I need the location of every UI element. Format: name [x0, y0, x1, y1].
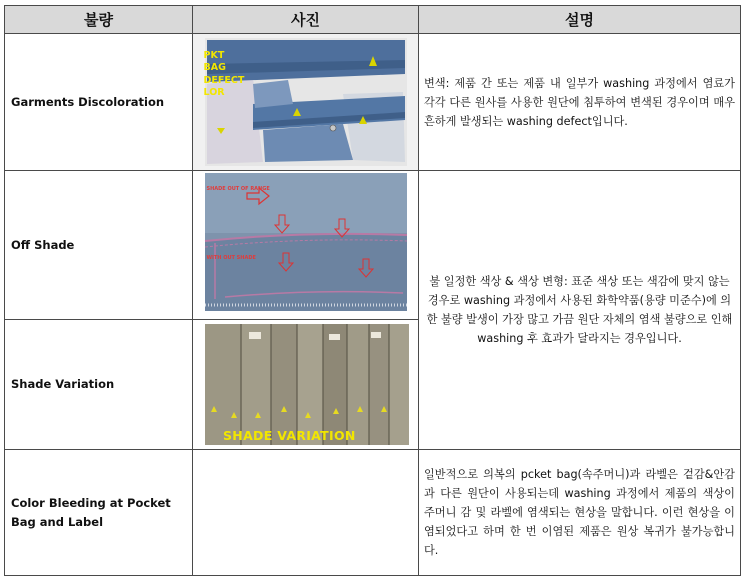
defect-table	[4, 5, 741, 576]
defect-name: Shade Variation	[5, 320, 193, 450]
defect-name: Off Shade	[5, 171, 193, 320]
header-photo: 사진	[193, 6, 419, 34]
photo-overlay-text: SHADE OUT OF RANGE	[206, 185, 270, 192]
photo-cell	[193, 171, 419, 320]
table-row	[5, 34, 741, 171]
overlay-line: DEFECT	[203, 74, 245, 86]
defect-description: 변색: 제품 간 또는 제품 내 일부가 washing 과정에서 염료가 각각 다른 원사를 사용한 원단에 침투하여 변색된 경우이며 매우 흔하게 발생되는 washing defect입니다.	[419, 34, 741, 171]
overlay-line: BAG	[203, 62, 226, 73]
overlay-line: PKT	[203, 49, 225, 61]
table-row	[5, 171, 741, 320]
defect-name: Color Bleeding at Pocket Bag and Label	[5, 450, 193, 576]
photo-overlay-text	[204, 50, 264, 100]
overlay-line: LOR	[203, 87, 225, 98]
off-shade-photo	[193, 171, 418, 319]
photo-cell	[193, 320, 419, 450]
photo-cell	[193, 34, 419, 171]
header-defect: 불량	[5, 6, 193, 34]
defect-description: 불 일정한 색상 & 색상 변형: 표준 색상 또는 색감에 맞지 않는 경우로 washing 과정에서 사용된 화학약품(용량 미준수)에 의한 불량 발생이 가장 많고 가끔 원단 자체의 염색 불량으로 인해 washing 후 효과가 달라지는 경우입니다.	[419, 171, 741, 450]
defect-name: Garments Discoloration	[5, 34, 193, 171]
defect-description: 일반적으로 의복의 pcket bag(속주머니)과 라벨은 겉감&안감과 다른 원단이 사용되는데 washing 과정에서 제품의 색상이 주머니 감 및 라벨에 염색되는 현상을 말합니다. 이런 현상을 이염되었다고 하며 한 번 이염된 제품은 원상 복귀가 불가능합니다.	[419, 450, 741, 576]
table-header-row	[5, 6, 741, 34]
table-row	[5, 450, 741, 576]
photo-cell-empty	[193, 450, 419, 576]
header-description: 설명	[419, 6, 741, 34]
photo-overlay-text: WITH OUT SHADE	[206, 254, 256, 261]
photo-overlay-text: SHADE VARIATION	[223, 428, 356, 443]
